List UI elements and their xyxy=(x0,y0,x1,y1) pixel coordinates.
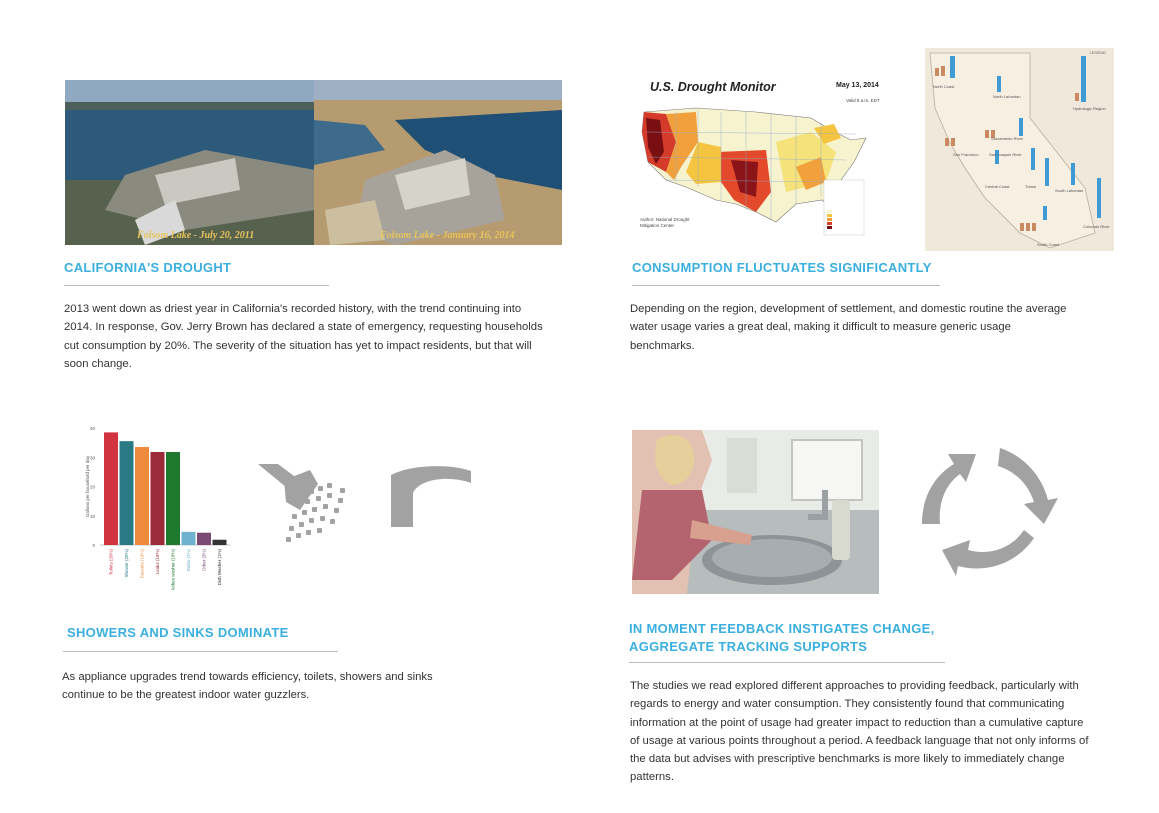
x-tick-label: Other (3%) xyxy=(201,549,207,572)
ca-region-label: South Coast xyxy=(1037,242,1060,247)
ca-region-label: Central Coast xyxy=(985,184,1010,189)
chart-bar xyxy=(104,432,118,545)
water-use-bar-chart xyxy=(78,420,253,590)
x-tick-label: Toilets (20%) xyxy=(108,549,114,576)
x-tick-label: Clothes washer (18%) xyxy=(170,549,176,590)
ca-region-label: North Lahontan xyxy=(993,94,1021,99)
x-tick-label: Shower (20%) xyxy=(124,549,129,578)
ca-region-label: North Coast xyxy=(933,84,955,89)
section-heading-showers: SHOWERS AND SINKS DOMINATE xyxy=(67,625,289,640)
map-author: Author: National Drought Mitigation Center xyxy=(640,217,690,228)
y-tick-label: 20 xyxy=(89,484,95,490)
map-title: U.S. Drought Monitor xyxy=(650,80,776,94)
map-date: May 13, 2014 xyxy=(836,82,879,89)
shower-icon xyxy=(256,462,352,542)
y-tick-label: 30 xyxy=(89,455,95,461)
x-tick-label: Baths (3%) xyxy=(186,549,191,572)
photo-caption-right: Folsom Lake - January 16, 2014 xyxy=(380,230,515,241)
drought-monitor-map xyxy=(636,72,916,244)
ca-region-label: Sacramento River xyxy=(991,136,1024,141)
recycle-arrows-icon xyxy=(912,442,1058,580)
ca-region-label: Hydrologic Region xyxy=(1073,106,1106,111)
section-divider xyxy=(629,662,945,663)
y-tick-label: 10 xyxy=(89,513,95,519)
x-tick-label: Dish Washer (1%) xyxy=(217,549,222,586)
x-tick-label: Faucets (19%) xyxy=(139,549,145,579)
ca-legend-label: LEGEND xyxy=(1089,50,1106,55)
california-map-graphic xyxy=(925,48,1114,251)
y-tick-label: 0 xyxy=(92,543,95,548)
y-axis-label: Gallons per household per day xyxy=(85,455,90,518)
section-heading-drought: CALIFORNIA'S DROUGHT xyxy=(64,260,232,275)
map-note: Valid 8 a.m. EDT xyxy=(846,98,880,103)
child-at-sink-photo xyxy=(632,430,879,594)
chart-bar xyxy=(213,540,227,545)
chart-bar xyxy=(151,452,165,545)
faucet-icon xyxy=(389,463,473,527)
ca-region-label: Tulare xyxy=(1025,184,1037,189)
chart-bar xyxy=(135,447,149,545)
section-body-showers: As appliance upgrades trend towards efficiency, toilets, showers and sinks continue to be the greatest indoor water guzzlers. xyxy=(62,671,433,702)
chart-bar xyxy=(166,452,180,545)
sink-photo-illustration xyxy=(632,430,879,594)
chart-bar xyxy=(197,533,211,545)
section-heading-feedback-line2: AGGREGATE TRACKING SUPPORTS xyxy=(629,639,868,654)
california-regions-map xyxy=(925,48,1114,251)
section-heading-consumption: CONSUMPTION FLUCTUATES SIGNIFICANTLY xyxy=(632,260,932,275)
ca-region-label: San Francisco xyxy=(953,152,979,157)
chart-bar xyxy=(182,532,196,545)
section-heading-feedback-line1: IN MOMENT FEEDBACK INSTIGATES CHANGE, xyxy=(629,621,935,636)
ca-region-label: Colorado River xyxy=(1083,224,1110,229)
y-tick-label: 40 xyxy=(89,426,95,431)
section-heading-feedback xyxy=(629,620,935,656)
section-body-feedback: The studies we read explored different approaches to providing feedback, particularly with regards to energy and water consumption. They consistently found that communicating information at the point of usage had greater impact to reduction than a cumulative capture of usage at various points throughout a period. A feedback language that not only informs of the data but advises with prescriptive benchmarks is more likely to immediately change patterns. xyxy=(630,680,1089,784)
section-body-drought: 2013 went down as driest year in California's recorded history, with the trend continuing into 2014. In response, Gov. Jerry Brown has declared a state of emergency, requesting households cut consumption by 20%. The severity of the situation has yet to impact residents, but that will soon change. xyxy=(64,303,543,370)
chart-bar xyxy=(120,441,134,545)
section-divider xyxy=(632,285,940,286)
folsom-lake-photo xyxy=(65,80,562,245)
section-divider xyxy=(63,651,338,652)
water-use-chart xyxy=(78,420,253,590)
folsom-lake-illustration xyxy=(65,80,562,245)
ca-region-label: South Lahontan xyxy=(1055,188,1084,193)
photo-caption-left: Folsom Lake - July 20, 2011 xyxy=(137,230,255,241)
section-body-consumption: Depending on the region, development of settlement, and domestic routine the average water usage varies a great deal, making it difficult to measure generic usage benchmarks. xyxy=(630,303,1067,352)
x-tick-label: Leaks (18%) xyxy=(155,549,160,575)
ca-region-label: San Joaquin River xyxy=(989,152,1022,157)
section-divider xyxy=(64,285,329,286)
